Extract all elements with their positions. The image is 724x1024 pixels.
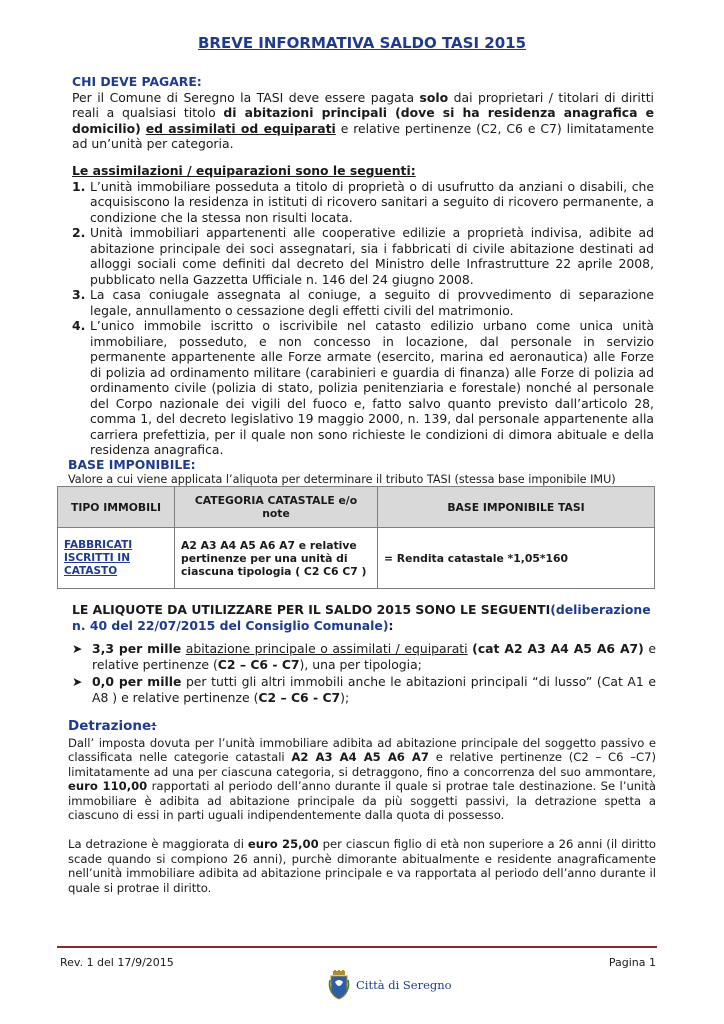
who-pays-heading: CHI DEVE PAGARE: bbox=[72, 74, 202, 89]
assimilations-section bbox=[72, 163, 654, 458]
table-cell: A2 A3 A4 A5 A6 A7 e relative pertinenze per una unità di ciascuna tipologia ( C2 C6 C7 ) bbox=[175, 528, 378, 589]
assimilations-heading: Le assimilazioni / equiparazioni sono le seguenti: bbox=[72, 163, 416, 178]
list-item: ➤ 3,3 per mille abitazione principale o assimilati / equiparati (cat A2 A3 A4 A5 A6 A7) e relative pertinenze (C2 – C6 - C7), una per tipologia; bbox=[72, 641, 656, 672]
tax-base-description: Valore a cui viene applicata l’aliquota per determinare il tributo TASI (stessa base imponibile IMU) bbox=[68, 472, 616, 486]
list-item: 3. La casa coniugale assegnata al coniuge, a seguito di provvedimento di separazione legale, annullamento o cessazione degli effetti civili del matrimonio. bbox=[72, 287, 654, 318]
deduction-heading: Detrazione: bbox=[68, 718, 157, 734]
coat-of-arms-icon bbox=[328, 970, 350, 1000]
table-cell: FABBRICATI ISCRITTI IN CATASTO bbox=[58, 528, 175, 589]
page-number: Pagina 1 bbox=[608, 956, 656, 969]
tax-base-section bbox=[68, 457, 650, 487]
arrow-bullet-icon: ➤ bbox=[72, 674, 83, 689]
tax-base-table bbox=[57, 486, 655, 589]
table-header: TIPO IMMOBILI bbox=[58, 487, 175, 528]
list-item: 4. L’unico immobile iscritto o iscrivibile nel catasto edilizio urbano come unica unità immobiliare, posseduto, e non concesso in locazione, dal personale in servizio permanente appartenente alle Forze armate (esercito, marina ed aeronautica) alle Forze di polizia ad ordinamento militare (carabinieri e guardia di finanza) alle Forze di polizia ad ordinamento civile (polizia di stato, polizia penitenziaria e forestale) nonché al personale del Corpo nazionale dei vigili del fuoco e, fatto salvo quanto previsto dall’articolo 28, comma 1, del decreto legislativo 19 maggio 2000, n. 139, dal personale appartenente alla carriera prefettizia, per il quale non sono richieste le condizioni di dimora abituale e della residenza anagrafica. bbox=[72, 318, 654, 457]
list-item: ➤ 0,0 per mille per tutti gli altri immobili anche le abitazioni principali “di lusso” (Cat A1 e A8 ) e relative pertinenze (C2 – C6 - C7); bbox=[72, 674, 656, 705]
city-name: Città di Seregno bbox=[356, 978, 452, 992]
who-pays-section bbox=[72, 74, 654, 152]
city-logo bbox=[328, 970, 452, 1000]
table-header: CATEGORIA CATASTALE e/o note bbox=[175, 487, 378, 528]
rates-list bbox=[72, 641, 656, 707]
arrow-bullet-icon: ➤ bbox=[72, 641, 83, 656]
who-pays-paragraph: Per il Comune di Seregno la TASI deve essere pagata solo dai proprietari / titolari di diritti reali a qualsiasi titolo di abitazioni principali (dove si ha residenza anagrafica e domicilio) ed assimilati od equiparati e relative pertinenze (C2, C6 e C7) limitatamente ad un’unità per categoria. bbox=[72, 89, 654, 151]
deduction-section bbox=[68, 719, 656, 895]
footer-divider bbox=[57, 946, 657, 948]
table-header: BASE IMPONIBILE TASI bbox=[378, 487, 655, 528]
document-title: BREVE INFORMATIVA SALDO TASI 2015 bbox=[197, 34, 527, 52]
table-row bbox=[58, 528, 655, 589]
list-item: 1. L’unità immobiliare posseduta a titolo di proprietà o di usufrutto da anziani o disabili, che acquisiscono la residenza in istituti di ricovero sanitari a seguito di ricovero permanente, a condizione che la stessa non risulti locata. bbox=[72, 178, 654, 225]
deduction-paragraph-2: La detrazione è maggiorata di euro 25,00 per ciascun figlio di età non superiore a 26 anni (il diritto scade quando si compiono 26 anni), purchè dimorante abitualmente e residente anagraficamente nell’unità immobiliare adibita ad abitazione principale e va rapportata al periodo dell’anno durante il quale si protrae il diritto. bbox=[68, 837, 656, 895]
revision-label: Rev. 1 del 17/9/2015 bbox=[60, 956, 174, 969]
list-item: 2. Unità immobiliari appartenenti alle cooperative edilizie a proprietà indivisa, adibite ad abitazione principale dei soci assegnatari, sia i fabbricati di civile abitazione destinati ad alloggi sociali come definiti dal decreto del Ministro delle Infrastrutture 22 aprile 2008, pubblicato nella Gazzetta Ufficiale n. 146 del 24 giugno 2008. bbox=[72, 225, 654, 287]
table-cell: = Rendita catastale *1,05*160 bbox=[378, 528, 655, 589]
rates-heading: LE ALIQUOTE DA UTILIZZARE PER IL SALDO 2015 SONO LE SEGUENTI(deliberazione n. 40 del 22/07/2015 del Consiglio Comunale): bbox=[72, 602, 651, 633]
tax-base-heading: BASE IMPONIBILE: bbox=[68, 457, 196, 472]
deduction-paragraph-1: Dall’ imposta dovuta per l’unità immobiliare adibita ad abitazione principale del soggetto passivo e classificata nelle categorie catastali A2 A3 A4 A5 A6 A7 e relative pertinenze (C2 – C6 –C7) limitatamente ad una per ciascuna categoria, si detraggono, fino a concorrenza del suo ammontare, euro 110,00 rapportati al periodo dell’anno durante il quale si protrae tale destinazione. Se l’unità immobiliare è adibita ad abitazione principale da più soggetti passivi, la detrazione spetta a ciascuno di essi in parti uguali indipendentemente dalla quota di possesso. bbox=[68, 735, 657, 823]
